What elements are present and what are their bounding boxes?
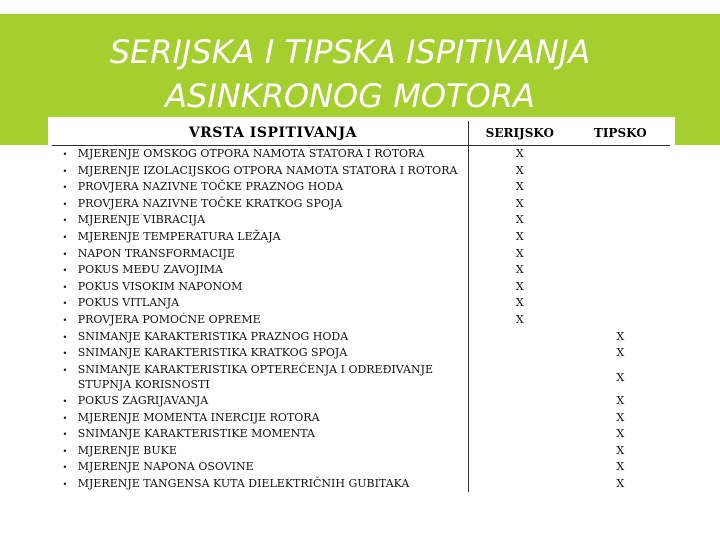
table-row: [52, 443, 670, 460]
type-mark: [571, 229, 670, 246]
table-row: [52, 146, 670, 163]
test-name: MJERENJE VIBRACIJA: [78, 212, 469, 229]
serial-mark: X: [515, 263, 524, 277]
serial-mark: [469, 410, 571, 427]
test-name: SNIMANJE KARAKTERISTIKA PRAZNOG HODA: [78, 329, 469, 346]
table-row: [52, 476, 670, 493]
test-name: PROVJERA POMOĆNE OPREME: [78, 312, 469, 329]
row-bullet: •: [62, 199, 68, 209]
row-bullet: •: [62, 479, 68, 489]
row-bullet: •: [62, 396, 68, 406]
table-row: [52, 262, 670, 279]
type-mark: X: [616, 393, 625, 407]
serial-mark: X: [515, 246, 524, 260]
row-bullet: •: [62, 166, 68, 176]
row-bullet: •: [62, 216, 68, 226]
header-bullet-col: [52, 121, 78, 146]
table-body: [52, 146, 670, 493]
type-mark: X: [616, 443, 625, 457]
row-bullet: •: [62, 413, 68, 423]
table-row: [52, 196, 670, 213]
test-name: NAPON TRANSFORMACIJE: [78, 246, 469, 263]
row-bullet: •: [62, 183, 68, 193]
test-name: POKUS VISOKIM NAPONOM: [78, 279, 469, 296]
type-mark: X: [616, 329, 625, 343]
table-row: [52, 362, 670, 393]
type-mark: [571, 246, 670, 263]
type-mark: [571, 179, 670, 196]
table-row: [52, 345, 670, 362]
serial-mark: [469, 443, 571, 460]
row-bullet: •: [62, 332, 68, 342]
type-mark: [571, 279, 670, 296]
table-row: [52, 212, 670, 229]
serial-mark: [469, 459, 571, 476]
serial-mark: [469, 329, 571, 346]
row-bullet: •: [62, 232, 68, 242]
header-serial: SERIJSKO: [469, 121, 571, 146]
type-mark: X: [616, 476, 625, 490]
test-table-image: [48, 117, 675, 491]
test-name: MJERENJE OMSKOG OTPORA NAMOTA STATORA I ROTORA: [78, 146, 469, 163]
serial-mark: [469, 426, 571, 443]
row-bullet: •: [62, 150, 68, 159]
test-name: MJERENJE TEMPERATURA LEŽAJA: [78, 229, 469, 246]
row-bullet: •: [62, 315, 68, 325]
row-bullet: •: [62, 299, 68, 309]
type-mark: X: [616, 346, 625, 360]
test-name: MJERENJE IZOLACIJSKOG OTPORA NAMOTA STATORA I ROTORA: [78, 163, 469, 180]
header-type: TIPSKO: [571, 121, 670, 146]
serial-mark: X: [515, 147, 524, 160]
type-mark: [571, 212, 670, 229]
serial-mark: [469, 393, 571, 410]
type-mark: X: [616, 427, 625, 441]
type-mark: [571, 196, 670, 213]
type-mark: X: [616, 370, 625, 384]
table-row: [52, 295, 670, 312]
test-table: [52, 121, 670, 492]
row-bullet: •: [62, 365, 68, 375]
table-row: [52, 459, 670, 476]
serial-mark: X: [515, 279, 524, 293]
row-bullet: •: [62, 463, 68, 473]
type-mark: X: [616, 460, 625, 474]
test-name: POKUS VITLANJA: [78, 295, 469, 312]
table-row: [52, 163, 670, 180]
title-line-1: SERIJSKA I TIPSKA ISPITIVANJA: [109, 33, 591, 71]
test-name: PROVJERA NAZIVNE TOČKE PRAZNOG HODA: [78, 179, 469, 196]
test-name: SNIMANJE KARAKTERISTIKE MOMENTA: [78, 426, 469, 443]
table-row: [52, 329, 670, 346]
serial-mark: X: [515, 312, 524, 326]
type-mark: [571, 146, 670, 163]
test-name: PROVJERA NAZIVNE TOČKE KRATKOG SPOJA: [78, 196, 469, 213]
serial-mark: X: [515, 296, 524, 310]
row-bullet: •: [62, 282, 68, 292]
test-name: MJERENJE NAPONA OSOVINE: [78, 459, 469, 476]
test-name: MJERENJE TANGENSA KUTA DIELEKTRIČNIH GUBITAKA: [78, 476, 469, 493]
test-name: POKUS MEĐU ZAVOJIMA: [78, 262, 469, 279]
row-bullet: •: [62, 349, 68, 359]
serial-mark: X: [515, 213, 524, 227]
table-row: [52, 179, 670, 196]
test-name: MJERENJE MOMENTA INERCIJE ROTORA: [78, 410, 469, 427]
serial-mark: X: [515, 196, 524, 210]
row-bullet: •: [62, 430, 68, 440]
table-row: [52, 279, 670, 296]
serial-mark: [469, 345, 571, 362]
row-bullet: •: [62, 266, 68, 276]
header-test-type: VRSTA ISPITIVANJA: [78, 121, 469, 146]
test-name: POKUS ZAGRIJAVANJA: [78, 393, 469, 410]
serial-mark: [469, 362, 571, 393]
serial-mark: [469, 476, 571, 493]
table-row: [52, 410, 670, 427]
title-line-2: ASINKRONOG MOTORA: [165, 77, 535, 115]
slide-title: [0, 30, 700, 118]
table-row: [52, 312, 670, 329]
type-mark: [571, 262, 670, 279]
table-row: [52, 426, 670, 443]
serial-mark: X: [515, 180, 524, 194]
type-mark: [571, 312, 670, 329]
row-bullet: •: [62, 446, 68, 456]
table-row: [52, 229, 670, 246]
test-name: SNIMANJE KARAKTERISTIKA OPTEREĆENJA I ODREĐIVANJE STUPNJA KORISNOSTI: [78, 362, 469, 393]
table-row: [52, 393, 670, 410]
table-row: [52, 246, 670, 263]
test-name: SNIMANJE KARAKTERISTIKA KRATKOG SPOJA: [78, 345, 469, 362]
test-name: MJERENJE BUKE: [78, 443, 469, 460]
row-bullet: •: [62, 249, 68, 259]
type-mark: [571, 163, 670, 180]
type-mark: [571, 295, 670, 312]
serial-mark: X: [515, 229, 524, 243]
type-mark: X: [616, 410, 625, 424]
serial-mark: X: [515, 163, 524, 177]
table-header-row: [52, 121, 670, 146]
